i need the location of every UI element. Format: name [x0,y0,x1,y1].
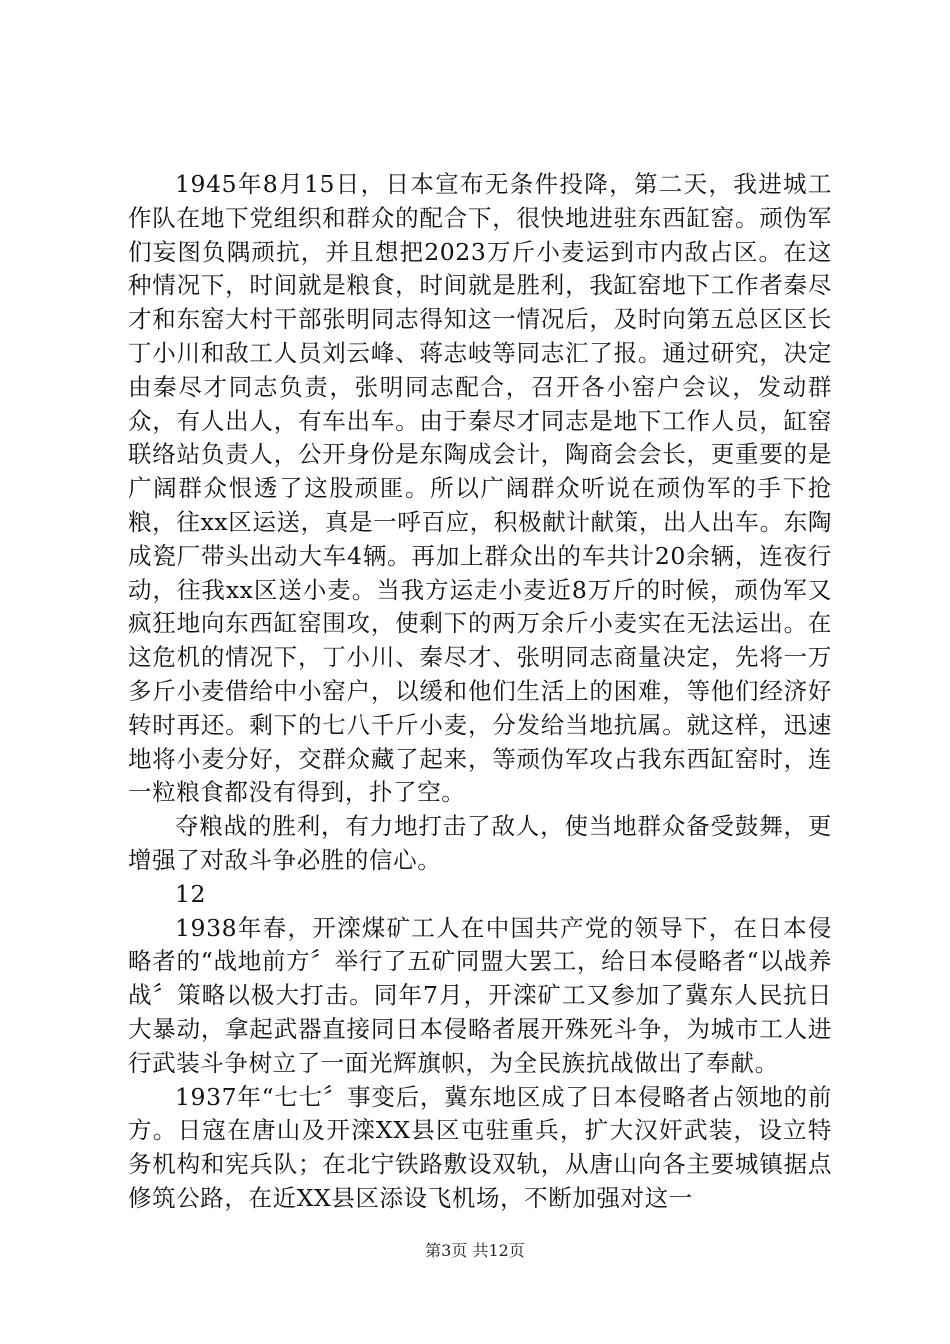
paragraph-kailuan-strike: 1938年春，开滦煤矿工人在中国共产党的领导下，在日本侵略者的“战地前方〞举行了五矿同盟大罢工，给日本侵略者“以战养战〞策略以极大打击。同年7月，开滦矿工又参加了冀东人民抗日大暴动，拿起武器直接同日本侵略者展开殊死斗争，为城市工人进行武装斗争树立了一面光辉旗帜，为全民族抗战做出了奉献。 [128,913,832,1077]
paragraph-july-seventh-incident: 1937年“七七〞事变后，冀东地区成了日本侵略者占领地的前方。日寇在唐山及开滦XX县区屯驻重兵，扩大汉奸武装，设立特务机构和宪兵队；在北宁铁路敷设双轨，从唐山向各主要城镇据点修筑公路，在近XX县区添设飞机场，不断加强对这一 [128,1082,832,1212]
paragraph-number-marker: 12 [175,879,207,908]
paragraph-grain-seizure: 1945年8月15日，日本宣布无条件投降，第二天，我进城工作队在地下党组织和群众的配合下，很快地进驻东西缸窑。顽伪军们妄图负隅顽抗，并且想把2023万斤小麦运到市内敌占区。在这种情况下，时间就是粮食，时间就是胜利，我缸窑地下工作者秦尽才和东窑大村干部张明同志得知这一情况后，及时向第五总区区长丁小川和敌工人员刘云峰、蒋志岐等同志汇了报。通过研究，决定由秦尽才同志负责，张明同志配合，召开各小窑户会议，发动群众，有人出人，有车出车。由于秦尽才同志是地下工作人员，缸窑联络站负责人，公开身份是东陶成会计，陶商会会长，更重要的是广阔群众恨透了这股顽匪。所以广阔群众听说在顽伪军的手下抢粮，往xx区运送，真是一呼百应，积极献计献策，出人出车。东陶成瓷厂带头出动大车4辆。再加上群众出的车共计20余辆，连夜行动，往我xx区送小麦。当我方运走小麦近8万斤的时候，顽伪军又疯狂地向东西缸窑围攻，使剩下的两万余斤小麦实在无法运出。在这危机的情况下，丁小川、秦尽才、张明同志商量决定，先将一万多斤小麦借给中小窑户，以缓和他们生活上的困难，等他们经济好转时再还。剩下的七八千斤小麦，分发给当地抗属。就这样，迅速地将小麦分好，交群众藏了起来，等顽伪军攻占我东西缸窑时，连一粒粮食都没有得到，扑了空。 [128,170,832,807]
paragraph-victory: 夺粮战的胜利，有力地打击了敌人，使当地群众备受鼓舞，更增强了对敌斗争必胜的信心。 [128,812,832,874]
document-body [128,168,832,1216]
page-number-footer: 第3页 共12页 [425,1241,525,1260]
